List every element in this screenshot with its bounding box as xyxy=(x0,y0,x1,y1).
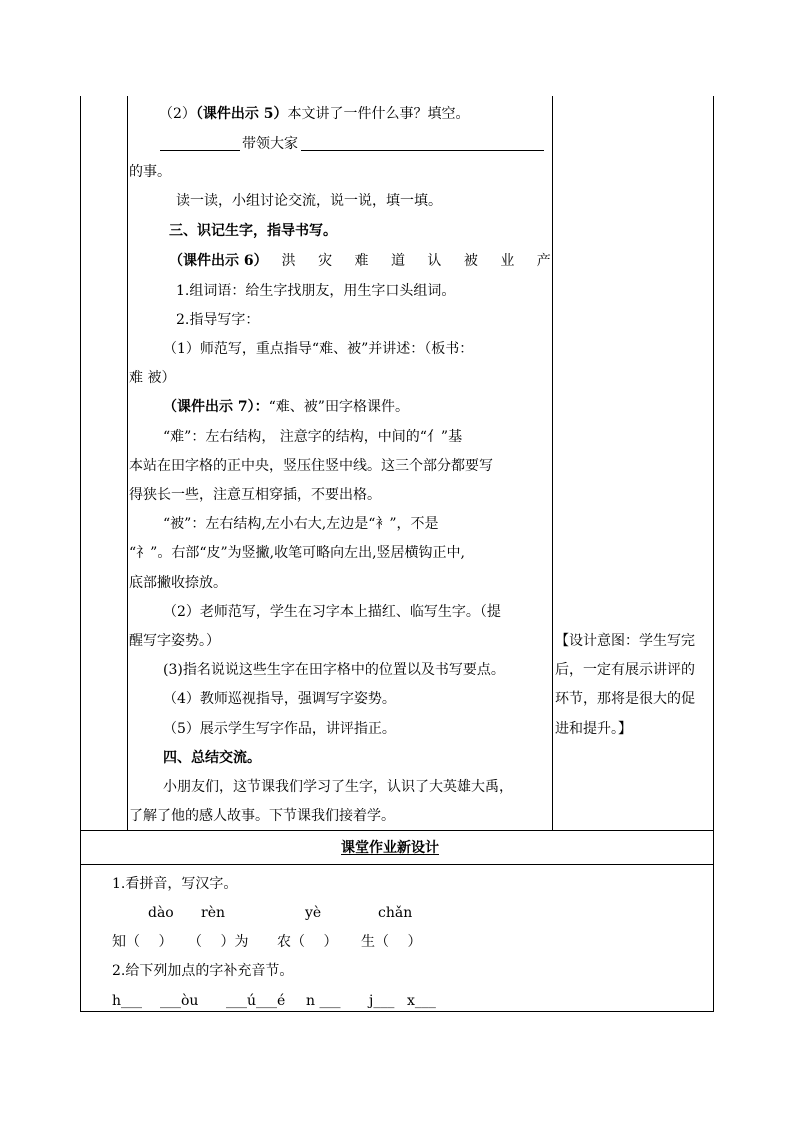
syllable-blank-4: n ___ xyxy=(306,993,341,1009)
pinyin-3: yè xyxy=(305,905,322,921)
fill-blank-text: 带领大家 xyxy=(242,136,298,152)
syllable-blank-5: j___ xyxy=(369,993,395,1009)
syllable-blank-3: ___ú___é xyxy=(226,993,286,1009)
lesson-line-6 xyxy=(169,253,560,269)
blank-1 xyxy=(160,150,240,151)
lesson-line-13: 本站在田字格的正中央，竖压住竖中线。这三个部分都要写 xyxy=(129,458,493,474)
courseware-label: （课件出示 5） xyxy=(195,106,288,122)
table-bottom-border xyxy=(80,1011,714,1012)
lesson-line-10: 难 被） xyxy=(129,370,176,386)
syllable-blank-2: ___òu xyxy=(160,993,199,1009)
lesson-line-19: 醒写字姿势。） xyxy=(129,633,220,649)
lesson-line-11 xyxy=(163,399,409,415)
lesson-line-8: 2.指导写字： xyxy=(176,312,260,328)
lesson-line-7: 1.组词语：给生字找朋友，用生字口头组词。 xyxy=(176,283,456,299)
word-4: 生（ ） xyxy=(361,934,422,950)
lesson-line-9: （1）师范写，重点指导“难、被”并讲述：（板书： xyxy=(163,341,474,357)
lesson-line-4: 读一读，小组讨论交流，说一说，填一填。 xyxy=(176,193,442,209)
col-divider-right xyxy=(552,96,553,830)
pinyin-2: rèn xyxy=(201,905,225,921)
lesson-line-24: 小朋友们，这节课我们学习了生字，认识了大英雄大禹， xyxy=(163,779,513,795)
lesson-line-1 xyxy=(159,106,470,122)
lesson-line-20: (3)指名说说这些生字在田字格中的位置以及书写要点。 xyxy=(163,662,505,678)
syllable-blank-6: x___ xyxy=(407,993,436,1009)
lesson-line-12: “难”：左右结构， 注意字的结构，中间的“亻”基 xyxy=(163,429,463,445)
lesson-line-22: （5）展示学生写字作品，讲评指正。 xyxy=(163,721,396,737)
lesson-line-25: 了解了他的感人故事。下节课我们接着学。 xyxy=(129,808,395,824)
design-note-line-3: 环节，那将是很大的促 xyxy=(555,691,695,707)
lesson-line-3: 的事。 xyxy=(129,164,171,180)
design-note-line-4: 进和提升。】 xyxy=(555,721,632,737)
question-1: 1.看拼音，写汉字。 xyxy=(112,876,238,892)
pinyin-1: dào xyxy=(148,905,174,921)
line-text: “难、被”田字格课件。 xyxy=(268,399,409,415)
pinyin-4: chǎn xyxy=(378,905,413,921)
table-left-border xyxy=(80,96,81,1012)
design-note-line-1: 【设计意图：学生写完 xyxy=(555,633,695,649)
new-characters: 洪 灾 难 道 认 被 业 产 xyxy=(281,253,560,269)
courseware-label: （课件出示 6） xyxy=(169,253,268,269)
word-2: （ ）为 xyxy=(188,934,249,950)
word-1: 知（ ） xyxy=(112,934,173,950)
section-heading-3: 三、识记生字，指导书写。 xyxy=(169,223,337,239)
row-divider-2 xyxy=(80,864,714,865)
courseware-label: （课件出示 7）： xyxy=(163,399,269,415)
lesson-line-18: （2）老师范写，学生在习字本上描红、临写生字。（提 xyxy=(163,604,501,620)
homework-title: 课堂作业新设计 xyxy=(341,840,439,856)
blank-2 xyxy=(301,150,544,151)
section-heading-4: 四、总结交流。 xyxy=(163,750,261,766)
lesson-line-16: “礻”。右部“皮”为竖撇,收笔可略向左出,竖居横钩正中, xyxy=(129,545,465,561)
question-2: 2.给下列加点的字补充音节。 xyxy=(112,963,294,979)
design-note-line-2: 后，一定有展示讲评的 xyxy=(555,662,695,678)
line-text: 本文讲了一件什么事？填空。 xyxy=(287,106,470,122)
row-divider-1 xyxy=(80,830,714,831)
lesson-line-15: “被”：左右结构,左小右大,左边是“衤”，不是 xyxy=(163,516,439,532)
lesson-line-14: 得狭长一些，注意互相穿插，不要出格。 xyxy=(129,487,381,503)
col-divider-left xyxy=(127,96,128,830)
word-3: 农（ ） xyxy=(277,934,338,950)
table-right-border xyxy=(713,96,714,1012)
item-number: （2） xyxy=(159,106,196,122)
lesson-line-17: 底部撇收捺放。 xyxy=(129,575,227,591)
lesson-line-21: （4）教师巡视指导，强调写字姿势。 xyxy=(163,691,396,707)
syllable-blank-1: h___ xyxy=(112,993,143,1009)
